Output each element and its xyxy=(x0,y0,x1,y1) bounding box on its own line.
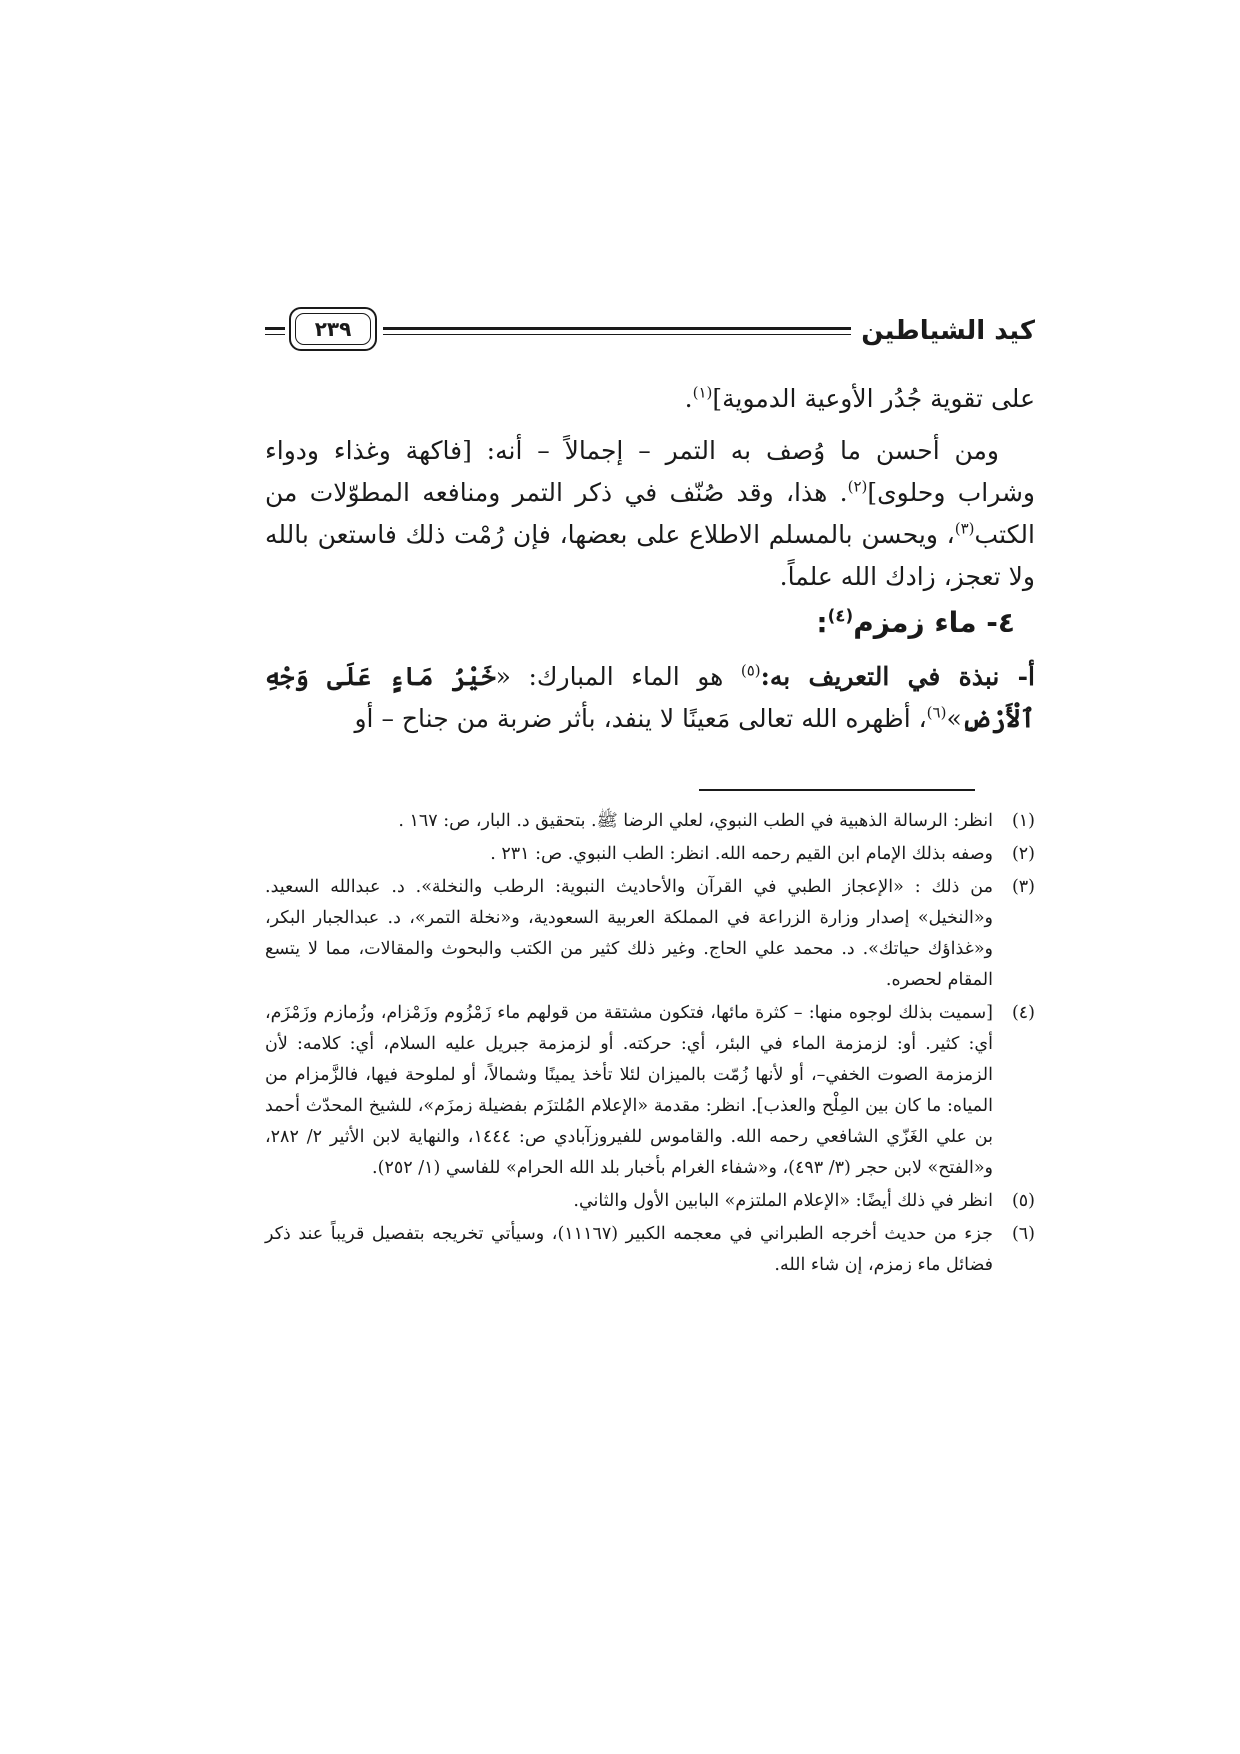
header-rule xyxy=(383,327,870,335)
footnote-2: (٢) وصفه بذلك الإمام ابن القيم رحمه الله. انظر: الطب النبوي. ص: ٢٣١ . xyxy=(490,844,1035,864)
header-rule-end xyxy=(265,327,285,335)
footnote-4: (٤) [سميت بذلك لوجوه منها: – كثرة مائها، فتكون مشتقة من قولهم ماء زَمْزُوم وزَمْزام، وزُمازم وزَمْزَم، أي: كثير. أو: لزمزمة الماء في البئر، أي: حركته. أو لزمزمة جبريل عليه السلام، أي: كلامه: لأن الزمزمة الصوت الخفي–، أو لأنها زُمّت بالميزان لئلا تأخذ يمينًا وشمالاً، أو لملوحة فيها، فالزَّمزام من المياه: ما كان بين المِلْح والعذب]. انظر: مقدمة «الإعلام المُلتزَم بفضيلة زمزَم»، للشيخ المحدّث أحمد بن علي الغَزّي الشافعي رحمه الله. والقاموس للفيروزآبادي ص: ١٤٤٤، والنهاية لابن الأثير ٢/ ٢٨٢، و«الفتح» لابن حجر (٣/ ٤٩٣)، و«شفاء الغرام بأخبار بلد الله الحرام» للفاسي (١/ ٢٥٢). xyxy=(265,1003,1035,1178)
footnote-3: (٣) من ذلك : «الإعجاز الطبي في القرآن والأحاديث النبوية: الرطب والنخلة». د. عبدالله السعيد. و«النخيل» إصدار وزارة الزراعة في المملكة العربية السعودية، و«نخلة التمر»، د. عبدالجبار البكر، و«غذاؤك حياتك». د. محمد علي الحاج. وغير ذلك كثير من الكتب والبحوث والمقالات، مما لا يتسع المقام لحصره. xyxy=(265,877,1035,990)
paragraph-3: أ- نبذة في التعريف به:$^{(٥)}$ هو الماء المبارك: «خَيْرُ مَاءٍ عَلَى وَجْهِ ٱلْأَرْضِ»$^{(٦)}$، أظهره الله تعالى مَعينًا لا ينفد، بأثر ضربة من جناح – أو xyxy=(265,661,1035,733)
main-text xyxy=(265,378,1035,740)
paragraph-1: على تقوية جُدُر الأوعية الدموية]$^{(١)}$. xyxy=(684,383,1035,413)
footnote-1: (١) انظر: الرسالة الذهبية في الطب النبوي، لعلي الرضا ﷺ. بتحقيق د. البار، ص: ١٦٧ . xyxy=(398,811,1035,831)
footnote-separator xyxy=(699,789,975,791)
footnote-5: (٥) انظر في ذلك أيضًا: «الإعلام الملتزم» البابين الأول والثاني. xyxy=(573,1191,1035,1211)
footnote-ref: (٦) xyxy=(926,703,947,722)
footnote-6: (٦) جزء من حديث أخرجه الطبراني في معجمه الكبير (١١١٦٧)، وسيأتي تخريجه بتفصيل قريباً عند ذكر فضائل ماء زمزم، إن شاء الله. xyxy=(265,1224,1035,1275)
paragraph-2: ومن أحسن ما وُصف به التمر – إجمالاً – أنه: [فاكهة وغذاء ودواء وشراب وحلوى]$^{(٢)}$. هذا، وقد صُنّف في ذكر التمر ومنافعه المطوّلات من الكتب$^{(٣)}$، ويحسن بالمسلم الاطلاع على بعضها، فإن رُمْت ذلك فاستعن بالله ولا تعجز، زادك الله علماً. xyxy=(265,436,1036,591)
section-heading: ٤- ماء زمزم$^{(٤)}$: xyxy=(816,605,1015,639)
footnote-ref: (٣) xyxy=(954,519,975,538)
footnote-ref: (٤) xyxy=(827,605,854,626)
subheading: أ- نبذة في التعريف به: xyxy=(760,662,1035,691)
running-header xyxy=(265,307,1035,359)
footnote-ref: (٥) xyxy=(740,661,761,680)
footnotes xyxy=(265,806,1035,1283)
footnote-ref: (١) xyxy=(692,383,713,402)
page-number-badge xyxy=(289,307,377,351)
page-number: ٢٣٩ xyxy=(314,317,352,341)
hadith-quote: خَيْرُ مَاءٍ عَلَى وَجْهِ ٱلْأَرْضِ xyxy=(265,662,1035,733)
footnote-ref: (٢) xyxy=(847,477,868,496)
book-title: كيد الشياطين xyxy=(851,313,1035,349)
